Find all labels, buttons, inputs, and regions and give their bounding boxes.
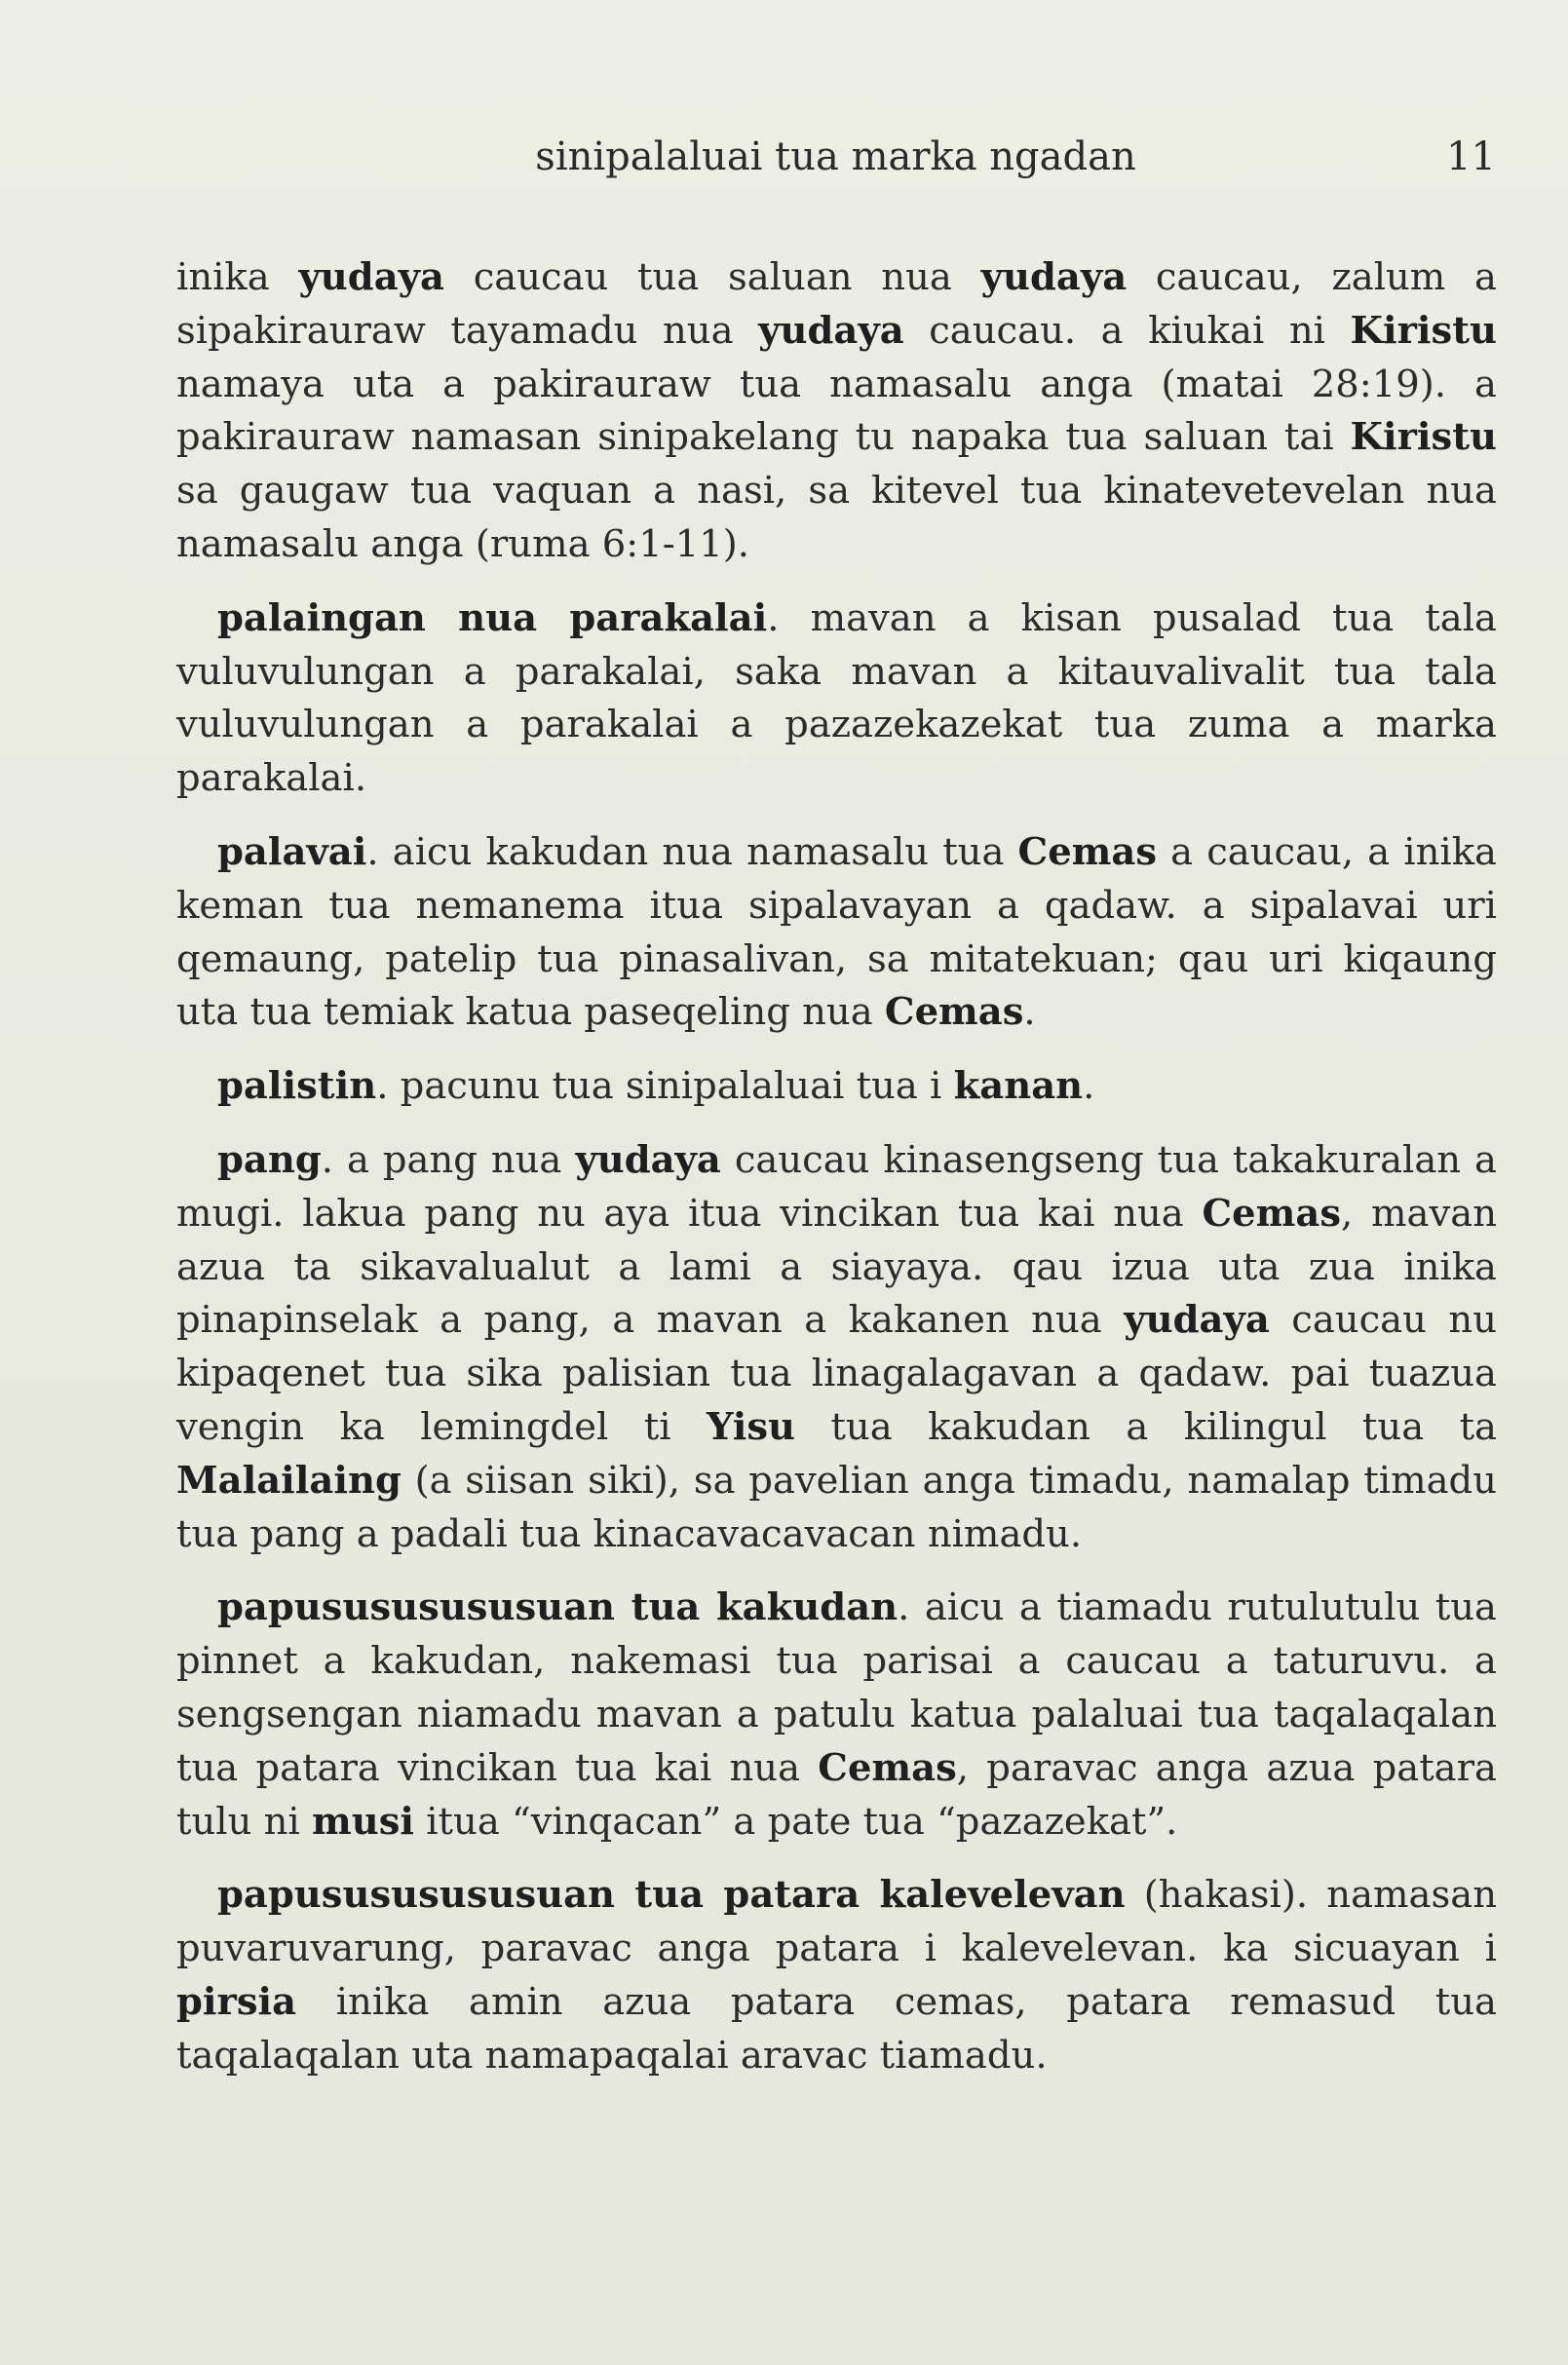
bold-term: yudaya: [1124, 1298, 1270, 1343]
bold-term: kanan: [953, 1064, 1084, 1109]
entry-text: caucau tua saluan nua: [443, 255, 981, 299]
bold-term: Malailaing: [176, 1458, 402, 1503]
bold-term: yudaya: [758, 308, 904, 353]
entry-text: , paravac anga azua patara tulu ni: [176, 1745, 1497, 1844]
page-number: 11: [1446, 134, 1496, 179]
entry-text: . aicu a tiamadu rutulutulu tua pinnet a kakudan, nakemasi tua parisai a caucau a taturuvu. a sengsengan niamadu mavan a patulu katua palaluai tua taqalaqalan tua patara vincikan tua kai nua: [176, 1585, 1497, 1790]
entry-text: .: [1083, 1064, 1095, 1109]
entry-headword: palaingan nua parakalai: [217, 595, 768, 640]
bold-term: yudaya: [575, 1137, 721, 1182]
entry-text: inika: [176, 255, 299, 299]
glossary-entry: [176, 592, 1497, 806]
bold-term: yudaya: [980, 255, 1128, 299]
entry-headword: papusususususuan tua patara kalevelevan: [217, 1873, 1126, 1918]
bold-term: Cemas: [818, 1745, 957, 1790]
bold-term: Cemas: [884, 990, 1024, 1035]
entry-text: (hakasi). namasan puvaruvarung, paravac anga patara i kalevelevan. ka sicuayan i: [176, 1873, 1497, 1971]
entry-text: . pacunu tua sinipalaluai tua i: [376, 1064, 954, 1109]
bold-term: Cemas: [1202, 1191, 1342, 1236]
glossary-entry: [176, 1060, 1497, 1114]
bold-term: yudaya: [298, 255, 444, 299]
glossary-entry: [176, 251, 1497, 572]
entry-text: inika amin azua patara cemas, patara remasud tua taqalaqalan uta namapaqalai aravac tiamadu.: [176, 1979, 1497, 2078]
entry-headword: pang: [217, 1137, 322, 1182]
entry-headword: papusususususuan tua kakudan: [217, 1585, 899, 1630]
running-header: [175, 134, 1496, 193]
entry-text: , mavan azua ta sikavalualut a lami a siayaya. qau izua uta zua inika pinapinselak a pang, a mavan a kakanen nua: [176, 1191, 1497, 1343]
bold-term: Cemas: [1017, 829, 1158, 874]
entry-text: caucau. a kiukai ni: [903, 308, 1351, 353]
glossary-entry: [176, 1869, 1497, 2082]
entry-text: . mavan a kisan pusalad tua tala vuluvulungan a parakalai, saka mavan a kitauvalivalit tua tala vuluvulungan a parakalai a pazazekazekat tua zuma a marka parakalai.: [176, 595, 1497, 801]
entry-text: sa gaugaw tua vaquan a nasi, sa kitevel tua kinatevetevelan nua namasalu anga (ruma 6:1-11).: [176, 469, 1497, 566]
glossary-entry: [176, 1134, 1497, 1561]
bold-term: Kiristu: [1350, 308, 1497, 353]
entry-text: caucau, zalum a sipakirauraw tayamadu nua: [176, 255, 1497, 353]
entry-text: tua kakudan a kilingul tua ta: [795, 1404, 1497, 1449]
bold-term: Yisu: [706, 1404, 796, 1449]
bold-term: musi: [311, 1799, 414, 1844]
bold-term: Kiristu: [1350, 415, 1497, 460]
entry-headword: palavai: [217, 829, 367, 874]
running-title: sinipalaluai tua marka ngadan: [535, 134, 1136, 179]
glossary-entry: [176, 826, 1497, 1040]
glossary-body: [176, 251, 1497, 2104]
entry-headword: palistin: [217, 1064, 377, 1109]
entry-text: .: [1023, 990, 1036, 1035]
bold-term: pirsia: [176, 1979, 297, 2024]
entry-text: caucau kinasengseng tua takakuralan a mugi. lakua pang nu aya itua vincikan tua kai nua: [176, 1137, 1497, 1236]
entry-text: namaya uta a pakirauraw tua namasalu anga (matai 28:19). a pakirauraw namasan sinipakelang tu napaka tua saluan tai: [176, 362, 1497, 460]
entry-text: (a siisan siki), sa pavelian anga timadu, namalap timadu tua pang a padali tua kinacavacavacan nimadu.: [176, 1458, 1497, 1556]
glossary-entry: [176, 1582, 1497, 1849]
entry-text: itua “vinqacan” a pate tua “pazazekat”.: [414, 1799, 1178, 1844]
entry-text: caucau nu kipaqenet tua sika palisian tua linagalagavan a qadaw. pai tuazua vengin ka lemingdel ti: [176, 1298, 1497, 1449]
entry-text: . aicu kakudan nua namasalu tua: [366, 829, 1018, 874]
entry-text: a caucau, a inika keman tua nemanema itua sipalavayan a qadaw. a sipalavai uri qemaung, patelip tua pinasalivan, sa mitatekuan; qau uri kiqaung uta tua temiak katua paseqeling nua: [176, 829, 1497, 1035]
entry-text: . a pang nua: [321, 1137, 576, 1182]
